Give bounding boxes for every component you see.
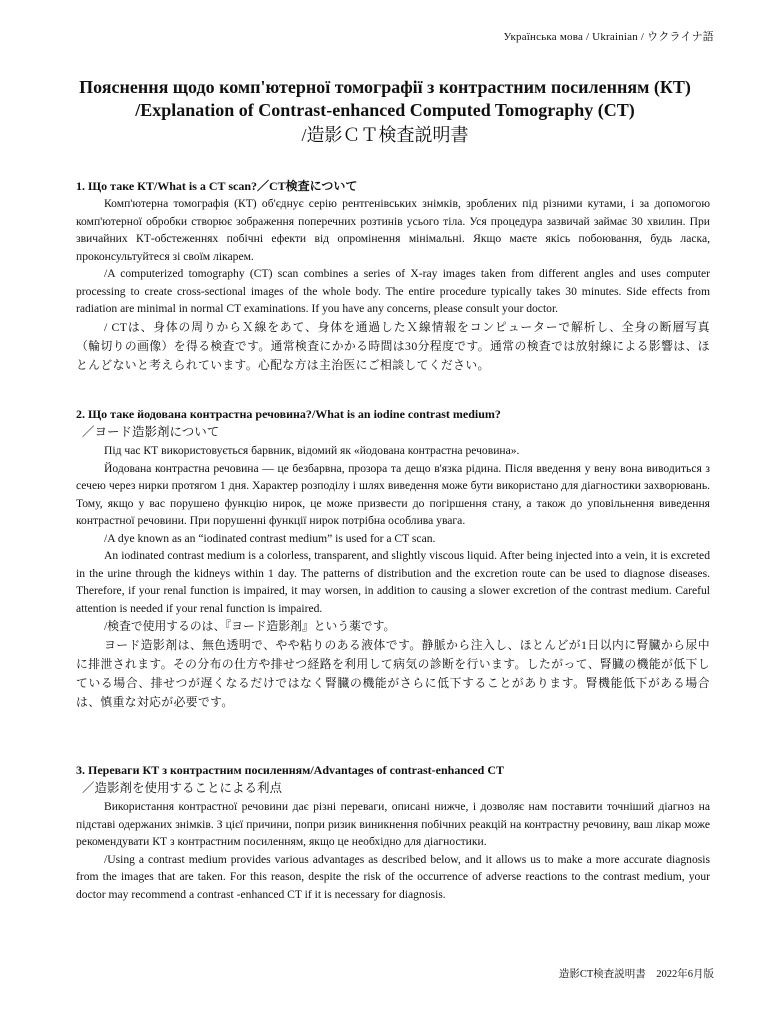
paragraph-jp: ヨード造影剤は、無色透明で、やや粘りのある液体です。静脈から注入し、ほとんどが1日以内に腎臓から尿中に排泄されます。その分布の仕方や排せつ経路を利用して病気の診断を行います。したがって、腎臓の機能が低下している場合、排せつが遅くなるだけではなく腎臓の機能がさらに低下することがあります。腎機能低下がある場合は、慎重な対応が必要です。 xyxy=(76,638,710,709)
paragraph-jp-intro: /検査で使用するのは、『ヨード造影剤』という薬です。 xyxy=(104,619,396,633)
section-heading: 2. Що таке йодована контрастна речовина?/What is an iodine contrast medium? xyxy=(76,407,501,421)
section-heading: 3. Переваги КТ з контрастним посиленням/Advantages of contrast-enhanced CT xyxy=(76,763,505,777)
section-advantages xyxy=(76,762,710,903)
paragraph-uk: Комп'ютерна томографія (КТ) об'єднує серію рентгенівських знімків, зроблених під різними кутами, і за допомогою комп'ютерної обробки створює зображення поперечних розтинів усього тіла. Уся процедура зазвичай займає 30 хвилин. При звичайних КТ-обстеженнях побічні ефекти від опромінення мінімальні. Якщо маєте якісь побоювання, будь ласка, проконсультуйтеся зі своїм лікарем. xyxy=(76,197,710,263)
language-label: Українська мова / Ukrainian / ウクライナ語 xyxy=(503,31,714,43)
section-subheading-jp: ／ヨード造影剤について xyxy=(82,425,220,439)
paragraph-uk-intro: Під час КТ використовується барвник, відомий як «йодована контрастна речовина». xyxy=(104,444,520,457)
paragraph-uk: Йодована контрастна речовина — це безбарвна, прозора та дещо в'язка рідина. Після введення у вену вона виводиться з сечею через нирки протягом 1 дня. Характер розподілу і шлях виведення може бути використано для діагностики захворювань. Тому, якщо у вас порушено функцію нирок, це може призвести до погіршення стану, а також до уповільнення виведення контрастної речовини. При порушенні функції нирок потрібна особлива увага. xyxy=(76,461,710,527)
title-japanese: /造影ＣＴ検査説明書 xyxy=(301,125,469,145)
section-iodine-contrast xyxy=(76,406,710,712)
document-title xyxy=(60,76,710,148)
section-heading: 1. Що таке КТ/What is a CT scan?／CT検査について xyxy=(76,179,358,193)
section-subheading-jp: ／造影剤を使用することによる利点 xyxy=(82,781,283,795)
paragraph-jp: / CTは、身体の周りからＸ線をあて、身体を通過したＸ線情報をコンピューターで解析し、全身の断層写真（輪切りの画像）を得る検査です。通常検査にかかる時間は30分程度です。通常の検査では放射線による影響は、ほとんどないと考えられています。心配な方は主治医にご相談してください。 xyxy=(76,319,710,372)
paragraph-en: An iodinated contrast medium is a colorless, transparent, and slightly viscous liquid. After being injected into a vein, it is excreted in the urine through the kidneys within 1 day. The patterns of distribution and the excretion route can be used to diagnose diseases. Therefore, if your renal function is impaired, it may worsen, in addition to causing a slower excretion of the contrast medium. Careful attention is needed if your renal function is impaired. xyxy=(76,549,710,615)
footer-document-version: 造影CT検査説明書 2022年6月版 xyxy=(558,969,714,980)
paragraph-en: /Using a contrast medium provides various advantages as described below, and it allows us to make a more accurate diagnosis from the images that are taken. For this reason, despite the risk of the occurrence of adverse reactions to the contrast medium, your doctor may recommend a contrast -enhanced CT if it is necessary for diagnosis. xyxy=(76,852,710,901)
paragraph-en-intro: /A dye known as an “iodinated contrast medium” is used for a CT scan. xyxy=(104,531,436,545)
title-english: /Explanation of Contrast-enhanced Computed Tomography (CT) xyxy=(135,100,635,120)
paragraph-en: /A computerized tomography (CT) scan combines a series of X-ray images taken from different angles and uses computer processing to create cross-sectional images of the whole body. The entire procedure typically takes 30 minutes. Side effects from radiation are minimal in normal CT examinations. If you have any concerns, please consult your doctor. xyxy=(76,267,710,315)
paragraph-uk: Використання контрастної речовини дає різні переваги, описані нижче, і дозволяє нам поставити точніший діагноз на підставі одержаних знімків. З цієї причини, попри ризик виникнення побічних реакцій на контрастну речовину, ваш лікар може рекомендувати КТ з контрастним посиленням, якщо це необхідно для діагностики. xyxy=(76,800,710,848)
title-ukrainian: Пояснення щодо комп'ютерної томографії з контрастним посиленням (КТ) xyxy=(79,77,691,97)
section-ct-scan xyxy=(76,178,710,375)
